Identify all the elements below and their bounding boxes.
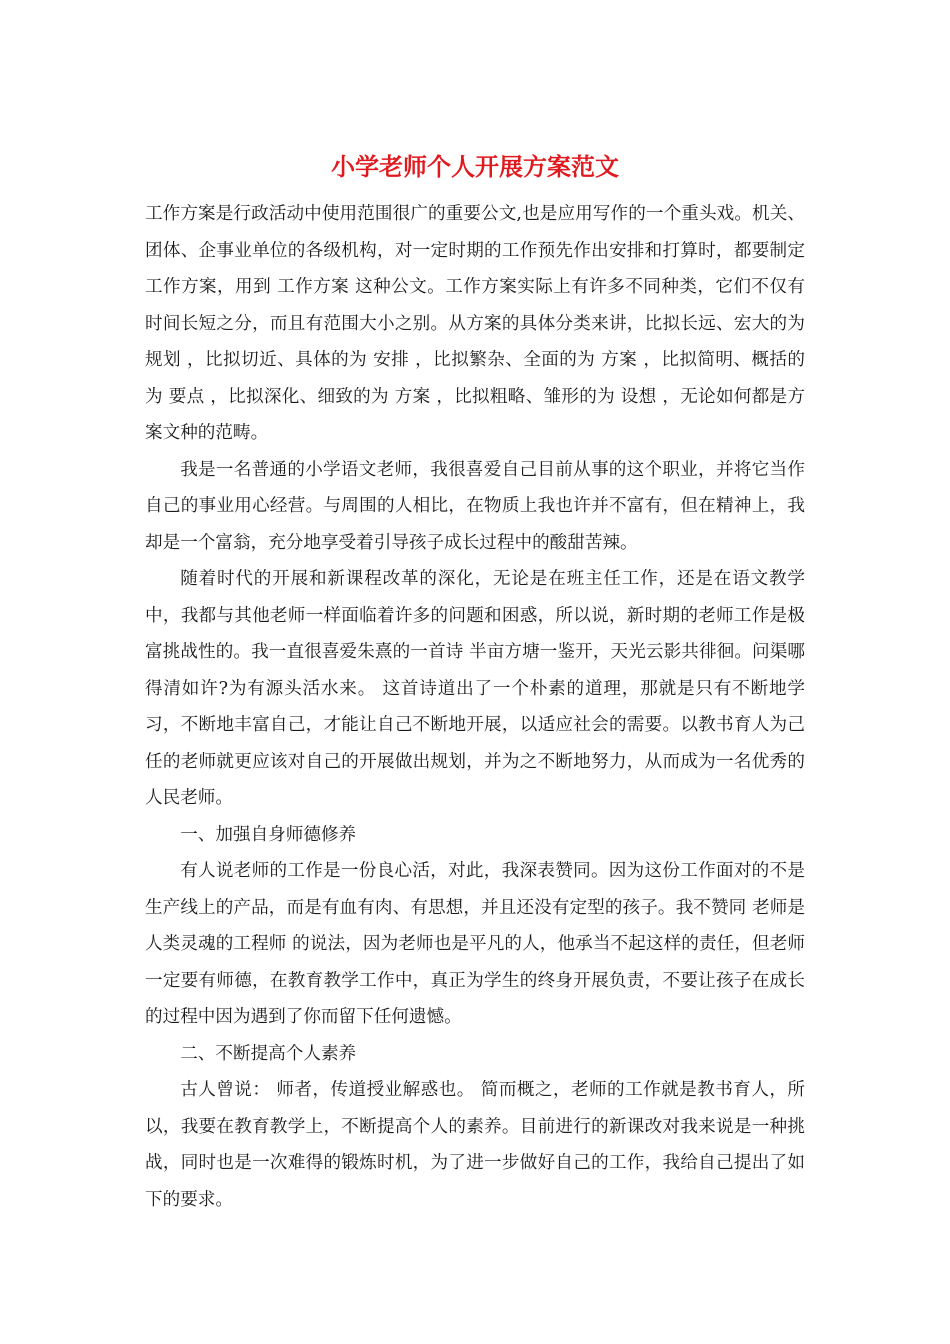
paragraph-self-introduction: 我是一名普通的小学语文老师，我很喜爱自己目前从事的这个职业，并将它当作自己的事业用心经营。与周围的人相比，在物质上我也许并不富有，但在精神上，我却是一个富翁，充分地享受着引导孩子成长过程中的酸甜苦辣。 (145, 459, 805, 553)
document-title: 小学老师个人开展方案范文 (331, 152, 619, 181)
paragraph-background: 随着时代的开展和新课程改革的深化，无论是在班主任工作，还是在语文教学中，我都与其他老师一样面临着许多的问题和困惑，所以说，新时期的老师工作是极富挑战性的。我一直很喜爱朱熹的一首诗 半亩方塘一鉴开，天光云影共徘徊。问渠哪得清如许?为有源头活水来。 这首诗道出了一个朴素的道理，那就是只有不断地学习，不断地丰富自己，才能让自己不断地开展，以适应社会的需要。以教书育人为己任的老师就更应该对自己的开展做出规划，并为之不断地努力，从而成为一名优秀的人民老师。 (145, 569, 805, 808)
document-body (145, 196, 805, 1218)
section-heading-2: 二、不断提高个人素养 (180, 1043, 357, 1064)
paragraph-intro: 工作方案是行政活动中使用范围很广的重要公文,也是应用写作的一个重头戏。机关、团体、企事业单位的各级机构，对一定时期的工作预先作出安排和打算时，都要制定工作方案，用到 工作方案 这种公文。工作方案实际上有许多不同种类，它们不仅有时间长短之分，而且有范围大小之别。从方案的具体分类来讲，比拟长远、宏大的为 规划 ，比拟切近、具体的为 安排 ，比拟繁杂、全面的为 方案 ，比拟简明、概括的为 要点 ，比拟深化、细致的为 方案 ，比拟粗略、雏形的为 设想 ，无论如何都是方案文种的范畴。 (145, 204, 805, 443)
section-heading-1: 一、加强自身师德修养 (180, 824, 357, 845)
paragraph-ethics: 有人说老师的工作是一份良心活，对此，我深表赞同。因为这份工作面对的不是生产线上的产品，而是有血有肉、有思想，并且还没有定型的孩子。我不赞同 老师是人类灵魂的工程师 的说法，因为老师也是平凡的人，他承当不起这样的责任，但老师一定要有师德，在教育教学工作中，真正为学生的终身开展负责，不要让孩子在成长的过程中因为遇到了你而留下任何遗憾。 (145, 861, 805, 1027)
paragraph-quality: 古人曾说： 师者，传道授业解惑也。 简而概之，老师的工作就是教书育人，所以，我要在教育教学上，不断提高个人的素养。目前进行的新课改对我来说是一种挑战，同时也是一次难得的锻炼时机，为了进一步做好自己的工作，我给自己提出了如下的要求。 (145, 1080, 805, 1210)
